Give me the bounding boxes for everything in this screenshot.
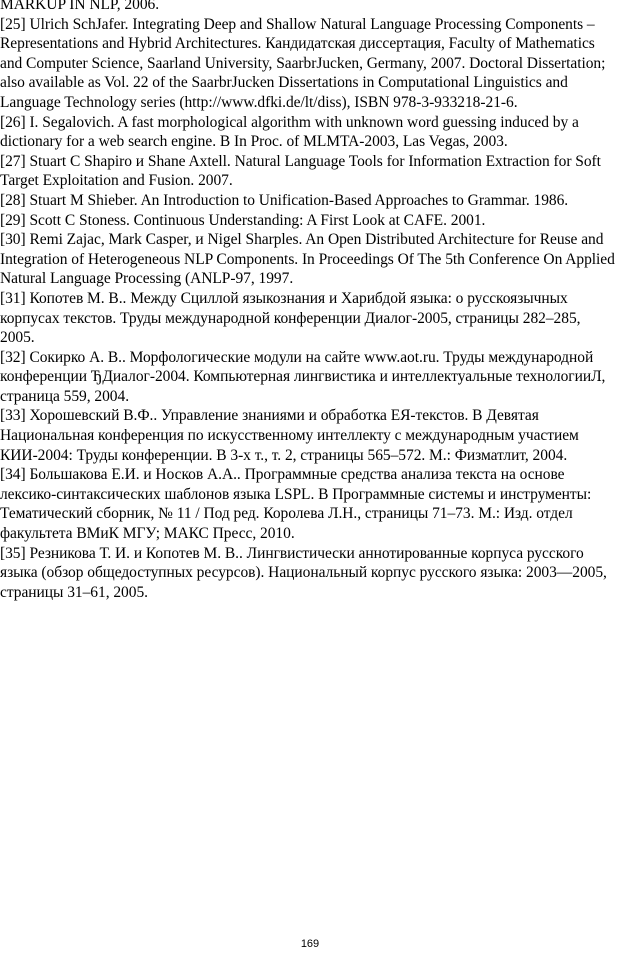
reference-28: [28] Stuart M Shieber. An Introduction to Unification-Based Approaches to Grammar. 1986. [0, 191, 569, 209]
page-number: 169 [300, 938, 320, 950]
reference-32: [32] Сокирко А. В.. Морфологические модули на сайте www.aot.ru. Труды международной конференции ЂДиалог-2004. Компьютерная лингвистика и интеллектуальные технологииЛ, страница 559, 2004. [0, 348, 606, 405]
reference-27: [27] Stuart C Shapiro и Shane Axtell. Natural Language Tools for Information Extraction for Soft Target Exploitation and Fusion. 2007. [0, 152, 601, 190]
reference-33: [33] Хорошевский В.Ф.. Управление знаниями и обработка ЕЯ-текстов. В Девятая Национальная конференция по искусственному интеллекту с международным участием КИИ-2004: Труды конференции. В 3-х т., т. 2, страницы 565–572. М.: Физматлит, 2004. [0, 407, 579, 464]
reference-35: [35] Резникова Т. И. и Копотев М. В.. Лингвистически аннотированные корпуса русского языка (обзор общедоступных ресурсов). Национальный корпус русского языка: 2003—2005, страницы 31–61, 2005. [0, 544, 607, 601]
reference-34: [34] Большакова Е.И. и Носков А.А.. Программные средства анализа текста на основе лексико-синтаксических шаблонов языка LSPL. В Программные системы и инструменты: Тематический сборник, № 11 / Под ред. Королева Л.Н., страницы 71–73. М.: Изд. отдел факультета ВМиК МГУ; МАКС Пресс, 2010. [0, 466, 592, 543]
reference-31: [31] Копотев М. В.. Между Сциллой языкознания и Харибдой языка: о русскоязычных корпусах текстов. Труды международной конференции Диалог-2005, страницы 282–285, 2005. [0, 289, 581, 347]
reference-30: [30] Remi Zajac, Mark Casper, и Nigel Sharples. An Open Distributed Architecture for Reuse and Integration of Heterogeneous NLP Components. In Proceedings Of The 5th Conference On Applied Natural Language Processing (ANLP-97, 1997. [0, 231, 615, 288]
reference-26: [26] I. Segalovich. A fast morphological algorithm with unknown word guessing induced by a dictionary for a web search engine. В In Proc. of MLMTA-2003, Las Vegas, 2003. [0, 113, 579, 151]
reference-continuation: MARKUP IN NLP, 2006. [0, 0, 160, 13]
reference-29: [29] Scott C Stoness. Continuous Understanding: A First Look at CAFE. 2001. [0, 211, 486, 229]
reference-25: [25] Ulrich SchJafer. Integrating Deep and Shallow Natural Language Processing Components – Representations and Hybrid Architectures. Кандидатская диссертация, Faculty of Mathematics and Computer Science, Saarland University, SaarbrJucken, Germany, 2007. Doctoral Dissertation; also available as Vol. 22 of the SaarbrJucken Dissertations in Computational Linguistics and Language Technology series (http://www.dfki.de/lt/diss), ISBN 978-3-933218-21-6. [0, 15, 606, 111]
